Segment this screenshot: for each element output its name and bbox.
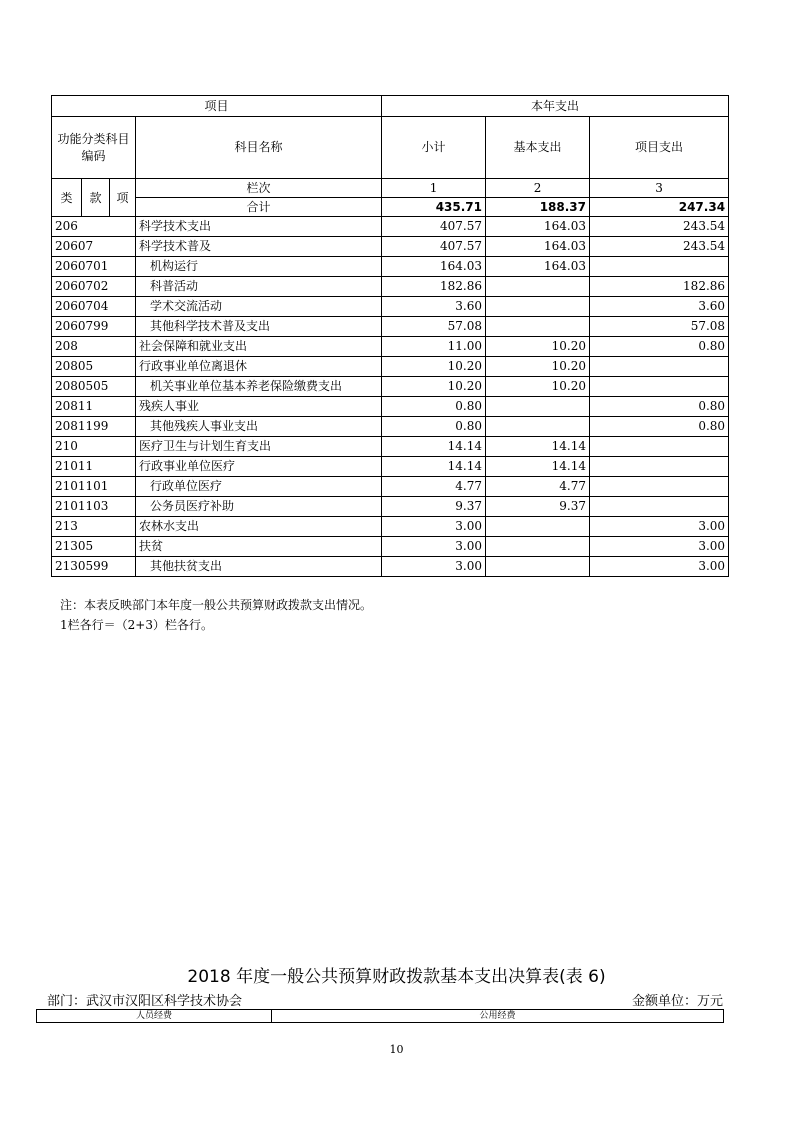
- row-basic: 10.20: [486, 337, 590, 357]
- row-subtotal: 3.00: [382, 517, 486, 537]
- row-project: [590, 497, 729, 517]
- total-subtotal: 435.71: [382, 198, 486, 217]
- row-project: 3.00: [590, 537, 729, 557]
- row-name: 学术交流活动: [136, 297, 382, 317]
- table-row: [52, 377, 729, 397]
- row-basic: [486, 317, 590, 337]
- row-name: 行政事业单位离退休: [136, 357, 382, 377]
- expenditure-table: [51, 95, 729, 577]
- row-code: 2080505: [52, 377, 136, 397]
- header-subject-name: 科目名称: [136, 117, 382, 179]
- row-basic: [486, 397, 590, 417]
- row-project: 0.80: [590, 397, 729, 417]
- note-1: 注：本表反映部门本年度一般公共预算财政拨款支出情况。: [60, 598, 373, 612]
- header-column-no: 栏次: [136, 179, 382, 198]
- table-row: [52, 417, 729, 437]
- row-code: 20805: [52, 357, 136, 377]
- row-basic: 10.20: [486, 377, 590, 397]
- total-project: 247.34: [590, 198, 729, 217]
- row-code: 21011: [52, 457, 136, 477]
- row-name: 科学技术普及: [136, 237, 382, 257]
- row-basic: 10.20: [486, 357, 590, 377]
- row-subtotal: 9.37: [382, 497, 486, 517]
- basic-expenditure-table-header: [36, 1009, 724, 1023]
- row-subtotal: 407.57: [382, 217, 486, 237]
- table-row: [52, 517, 729, 537]
- row-code: 2060704: [52, 297, 136, 317]
- row-name: 农林水支出: [136, 517, 382, 537]
- table-row: [52, 397, 729, 417]
- row-name: 社会保障和就业支出: [136, 337, 382, 357]
- table-row: [52, 537, 729, 557]
- table-row: [52, 477, 729, 497]
- row-name: 其他残疾人事业支出: [136, 417, 382, 437]
- department-label: 部门：武汉市汉阳区科学技术协会: [47, 994, 243, 1009]
- row-project: [590, 437, 729, 457]
- row-subtotal: 3.00: [382, 537, 486, 557]
- row-subtotal: 407.57: [382, 237, 486, 257]
- table-row: [52, 457, 729, 477]
- row-code: 2101101: [52, 477, 136, 497]
- row-subtotal: 11.00: [382, 337, 486, 357]
- header-item: 项目: [52, 96, 382, 117]
- row-name: 公务员医疗补助: [136, 497, 382, 517]
- row-code: 208: [52, 337, 136, 357]
- header-col2: 2: [486, 179, 590, 198]
- row-subtotal: 14.14: [382, 457, 486, 477]
- table-row: [52, 557, 729, 577]
- row-basic: [486, 297, 590, 317]
- row-name: 行政单位医疗: [136, 477, 382, 497]
- row-subtotal: 4.77: [382, 477, 486, 497]
- row-project: 3.00: [590, 517, 729, 537]
- row-subtotal: 14.14: [382, 437, 486, 457]
- table-row: [52, 217, 729, 237]
- table-row: [52, 497, 729, 517]
- row-subtotal: 10.20: [382, 357, 486, 377]
- row-code: 2101103: [52, 497, 136, 517]
- row-code: 20811: [52, 397, 136, 417]
- row-code: 2060799: [52, 317, 136, 337]
- header-xiang: 项: [110, 179, 136, 217]
- row-project: [590, 377, 729, 397]
- row-project: 0.80: [590, 417, 729, 437]
- table-row: [52, 437, 729, 457]
- row-basic: [486, 277, 590, 297]
- row-code: 2081199: [52, 417, 136, 437]
- row-basic: 164.03: [486, 237, 590, 257]
- row-name: 科普活动: [136, 277, 382, 297]
- row-project: [590, 457, 729, 477]
- row-basic: 4.77: [486, 477, 590, 497]
- row-name: 其他科学技术普及支出: [136, 317, 382, 337]
- row-code: 20607: [52, 237, 136, 257]
- row-project: 57.08: [590, 317, 729, 337]
- row-code: 206: [52, 217, 136, 237]
- page-number: 10: [389, 1043, 404, 1056]
- row-subtotal: 0.80: [382, 397, 486, 417]
- row-code: 213: [52, 517, 136, 537]
- row-project: 182.86: [590, 277, 729, 297]
- table2-title: 2018 年度一般公共预算财政拨款基本支出决算表(表 6): [187, 967, 606, 987]
- row-project: [590, 257, 729, 277]
- table-row: [52, 257, 729, 277]
- col-personnel: 人员经费: [37, 1010, 272, 1023]
- row-project: [590, 477, 729, 497]
- row-project: 243.54: [590, 217, 729, 237]
- row-basic: [486, 537, 590, 557]
- row-name: 机构运行: [136, 257, 382, 277]
- row-name: 行政事业单位医疗: [136, 457, 382, 477]
- header-kuan: 款: [82, 179, 110, 217]
- row-subtotal: 164.03: [382, 257, 486, 277]
- row-name: 医疗卫生与计划生育支出: [136, 437, 382, 457]
- header-col1: 1: [382, 179, 486, 198]
- note-2: 1栏各行＝（2+3）栏各行。: [60, 618, 213, 632]
- row-subtotal: 57.08: [382, 317, 486, 337]
- table-row: [52, 297, 729, 317]
- table-row: [52, 337, 729, 357]
- row-basic: [486, 417, 590, 437]
- row-project: 0.80: [590, 337, 729, 357]
- header-project: 项目支出: [590, 117, 729, 179]
- row-subtotal: 10.20: [382, 377, 486, 397]
- total-basic: 188.37: [486, 198, 590, 217]
- row-subtotal: 3.60: [382, 297, 486, 317]
- header-col3: 3: [590, 179, 729, 198]
- header-current-year: 本年支出: [382, 96, 729, 117]
- table-row: [52, 357, 729, 377]
- table-row: [52, 237, 729, 257]
- row-basic: 14.14: [486, 437, 590, 457]
- table-row: [52, 277, 729, 297]
- row-project: 3.60: [590, 297, 729, 317]
- unit-label: 金额单位：万元: [631, 994, 723, 1009]
- total-label: 合计: [136, 198, 382, 217]
- row-basic: [486, 557, 590, 577]
- row-code: 2130599: [52, 557, 136, 577]
- header-basic: 基本支出: [486, 117, 590, 179]
- row-name: 科学技术支出: [136, 217, 382, 237]
- row-project: [590, 357, 729, 377]
- row-code: 2060702: [52, 277, 136, 297]
- row-name: 扶贫: [136, 537, 382, 557]
- row-basic: 164.03: [486, 257, 590, 277]
- header-func-code: 功能分类科目编码: [52, 117, 136, 179]
- row-name: 残疾人事业: [136, 397, 382, 417]
- row-name: 机关事业单位基本养老保险缴费支出: [136, 377, 382, 397]
- row-basic: [486, 517, 590, 537]
- row-subtotal: 182.86: [382, 277, 486, 297]
- row-subtotal: 0.80: [382, 417, 486, 437]
- row-project: 243.54: [590, 237, 729, 257]
- table-row: [52, 317, 729, 337]
- row-basic: 164.03: [486, 217, 590, 237]
- col-public: 公用经费: [272, 1010, 724, 1023]
- row-basic: 14.14: [486, 457, 590, 477]
- header-subtotal: 小计: [382, 117, 486, 179]
- row-code: 21305: [52, 537, 136, 557]
- row-basic: 9.37: [486, 497, 590, 517]
- header-lei: 类: [52, 179, 82, 217]
- row-code: 2060701: [52, 257, 136, 277]
- row-name: 其他扶贫支出: [136, 557, 382, 577]
- row-subtotal: 3.00: [382, 557, 486, 577]
- row-project: 3.00: [590, 557, 729, 577]
- row-code: 210: [52, 437, 136, 457]
